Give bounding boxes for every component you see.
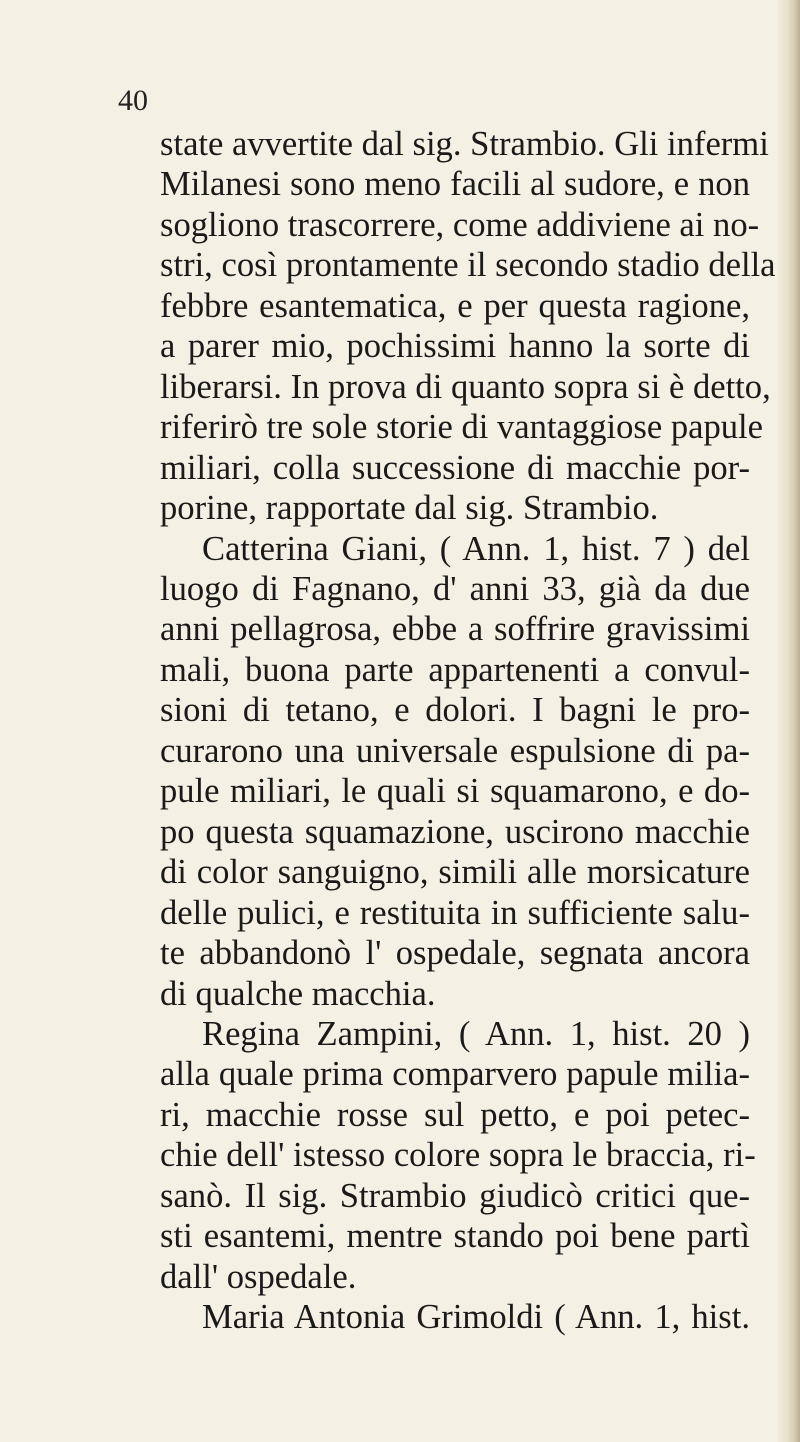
text-line: sti esantemi, mentre stando poi bene partì bbox=[160, 1217, 750, 1256]
text-line: po questa squamazione, uscirono macchie bbox=[160, 812, 750, 851]
text-line: curarono una universale espulsione di pa- bbox=[160, 731, 750, 770]
text-line: pule miliari, le quali si squamarono, e do- bbox=[160, 772, 750, 811]
text-line: stri, così prontamente il secondo stadio della bbox=[160, 246, 776, 285]
text-line: Regina Zampini, ( Ann. 1, hist. 20 ) bbox=[202, 1014, 750, 1053]
page-edge-shadow bbox=[778, 0, 800, 1442]
text-line: Catterina Giani, ( Ann. 1, hist. 7 ) del bbox=[202, 529, 750, 568]
text-line: te abbandonò l' ospedale, segnata ancora bbox=[160, 934, 750, 973]
text-line: sanò. Il sig. Strambio giudicò critici que- bbox=[160, 1176, 750, 1215]
text-line: riferirò tre sole storie di vantaggiose papule bbox=[160, 408, 763, 447]
text-line: sogliono trascorrere, come addiviene ai no- bbox=[160, 205, 760, 244]
text-line: chie dell' istesso colore sopra le braccia, ri- bbox=[160, 1136, 756, 1175]
text-line: anni pellagrosa, ebbe a soffrire gravissimi bbox=[160, 610, 750, 649]
text-line: alla quale prima comparvero papule milia- bbox=[160, 1055, 750, 1094]
text-line: luogo di Fagnano, d' anni 33, già da due bbox=[160, 569, 750, 608]
text-line: Maria Antonia Grimoldi ( Ann. 1, hist. bbox=[202, 1298, 750, 1337]
text-line: liberarsi. In prova di quanto sopra si è detto, bbox=[160, 367, 771, 406]
text-line: dall' ospedale. bbox=[160, 1257, 357, 1296]
text-line: delle pulici, e restituita in sufficiente salu- bbox=[160, 893, 750, 932]
text-line: febbre esantematica, e per questa ragione, bbox=[160, 286, 750, 325]
text-line: miliari, colla successione di macchie por- bbox=[160, 448, 750, 487]
text-line: ri, macchie rosse sul petto, e poi petec- bbox=[160, 1095, 750, 1134]
text-line: a parer mio, pochissimi hanno la sorte di bbox=[160, 327, 750, 366]
text-line: sioni di tetano, e dolori. I bagni le pro- bbox=[160, 691, 750, 730]
text-line: Milanesi sono meno facili al sudore, e non bbox=[160, 165, 750, 204]
body-text bbox=[160, 124, 776, 1338]
text-line: porine, rapportate dal sig. Strambio. bbox=[160, 489, 659, 528]
text-line: state avvertite dal sig. Strambio. Gli infermi bbox=[160, 125, 769, 163]
text-line: di qualche macchia. bbox=[160, 974, 436, 1013]
text-line: di color sanguigno, simili alle morsicature bbox=[160, 853, 750, 892]
page-number: 40 bbox=[118, 84, 148, 117]
text-line: mali, buona parte appartenenti a convul- bbox=[160, 650, 750, 689]
